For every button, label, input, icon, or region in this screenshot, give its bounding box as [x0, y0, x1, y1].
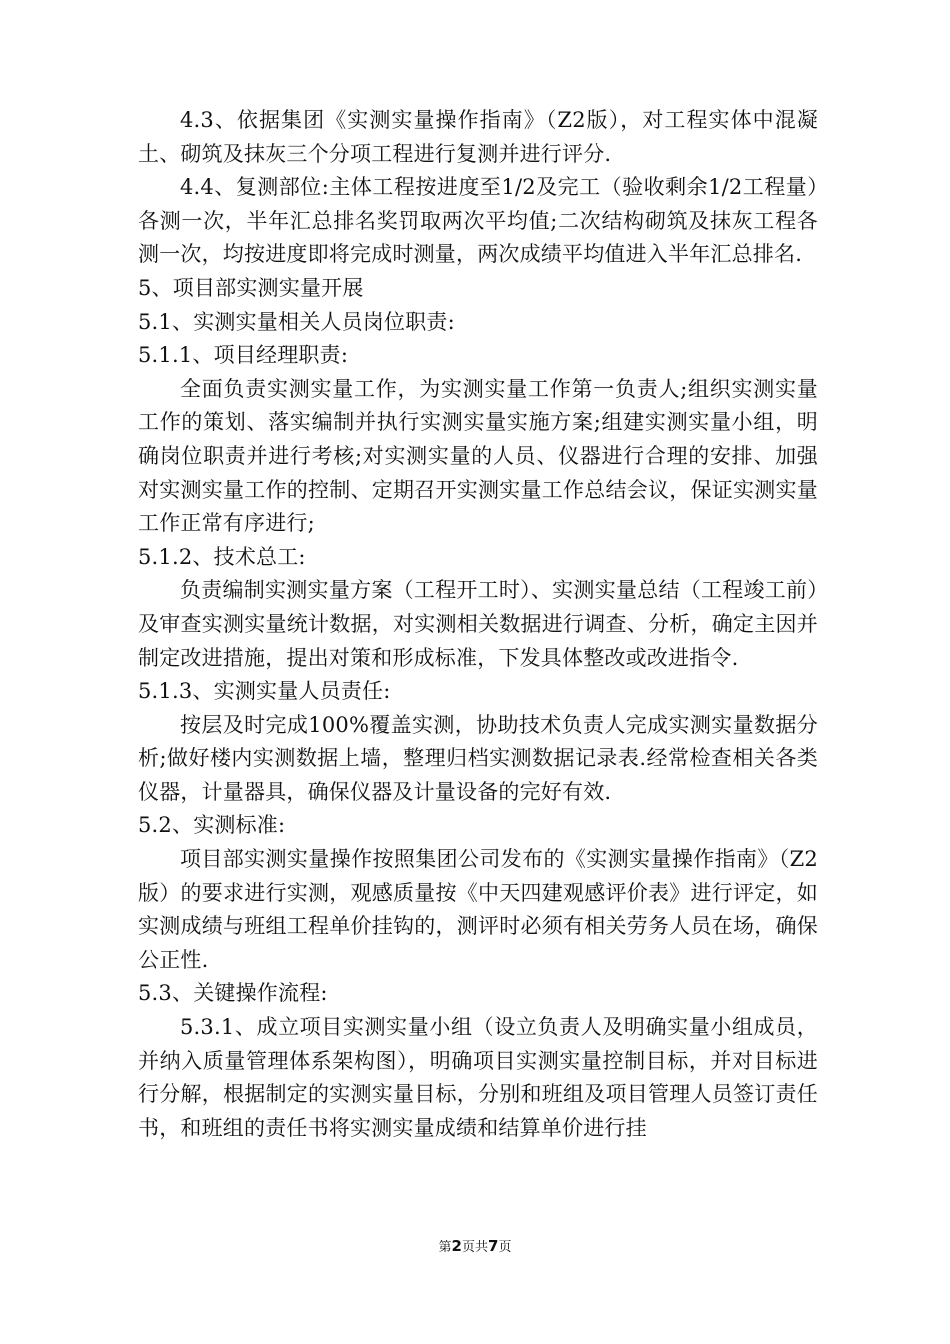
- heading-5-2: 5.2、实测标准:: [138, 813, 286, 838]
- heading-5: 5、项目部实测实量开展: [138, 275, 364, 300]
- paragraph-5-1-1: 全面负责实测实量工作，为实测实量工作第一负责人;组织实测实量工作的策划、落实编制并执行实测实量实施方案;组建实测实量小组，明确岗位职责并进行考核;对实测实量的人员、仪器进行合理的安排、加强对实测实量工作的控制、定期召开实测实量工作总结会议，保证实测实量工作正常有序进行;: [138, 376, 818, 536]
- footer-current-page: 2: [451, 1237, 462, 1255]
- heading-5-1: 5.1、实测实量相关人员岗位职责:: [138, 309, 455, 334]
- heading-5-1-3: 5.1.3、实测实量人员责任:: [138, 679, 391, 704]
- footer-suffix: 页: [498, 1240, 512, 1255]
- heading-5-3: 5.3、关键操作流程:: [138, 981, 328, 1006]
- paragraph-4-4: 4.4、复测部位:主体工程按进度至1/2及完工（验收剩余1/2工程量）各测一次，半年汇总排名奖罚取两次平均值;二次结构砌筑及抹灰工程各测一次，均按进度即将完成时测量，两次成绩平均值进入半年汇总排名.: [138, 175, 818, 267]
- heading-5-1-2: 5.1.2、技术总工:: [138, 544, 306, 569]
- footer-prefix: 第: [438, 1240, 452, 1255]
- heading-5-1-1: 5.1.1、项目经理职责:: [138, 343, 349, 368]
- paragraph-5-1-3: 按层及时完成100%覆盖实测，协助技术负责人完成实测实量数据分析;做好楼内实测数据上墙，整理归档实测数据记录表.经常检查相关各类仪器，计量器具，确保仪器及计量设备的完好有效.: [138, 712, 818, 804]
- footer-total-pages: 7: [488, 1237, 499, 1255]
- page-footer: [0, 1236, 950, 1255]
- footer-middle: 页共: [461, 1240, 488, 1255]
- paragraph-5-3-1: 5.3.1、成立项目实测实量小组（设立负责人及明确实量小组成员，并纳入质量管理体系架构图），明确项目实测实量控制目标，并对目标进行分解，根据制定的实测实量目标，分别和班组及项目管理人员签订责任书，和班组的责任书将实测实量成绩和结算单价进行挂: [138, 1015, 818, 1140]
- paragraph-4-3: 4.3、依据集团《实测实量操作指南》（Z2版），对工程实体中混凝土、砌筑及抹灰三个分项工程进行复测并进行评分.: [138, 108, 818, 166]
- paragraph-5-2: 项目部实测实量操作按照集团公司发布的《实测实量操作指南》（Z2版）的要求进行实测，观感质量按《中天四建观感评价表》进行评定，如实测成绩与班组工程单价挂钩的，测评时必须有相关劳务人员在场，确保公正性.: [138, 847, 818, 972]
- document-body: [138, 104, 818, 1145]
- paragraph-5-1-2: 负责编制实测实量方案（工程开工时）、实测实量总结（工程竣工前）及审查实测实量统计数据，对实测相关数据进行调查、分析，确定主因并制定改进措施，提出对策和形成标准，下发具体整改或改进指令.: [138, 578, 818, 670]
